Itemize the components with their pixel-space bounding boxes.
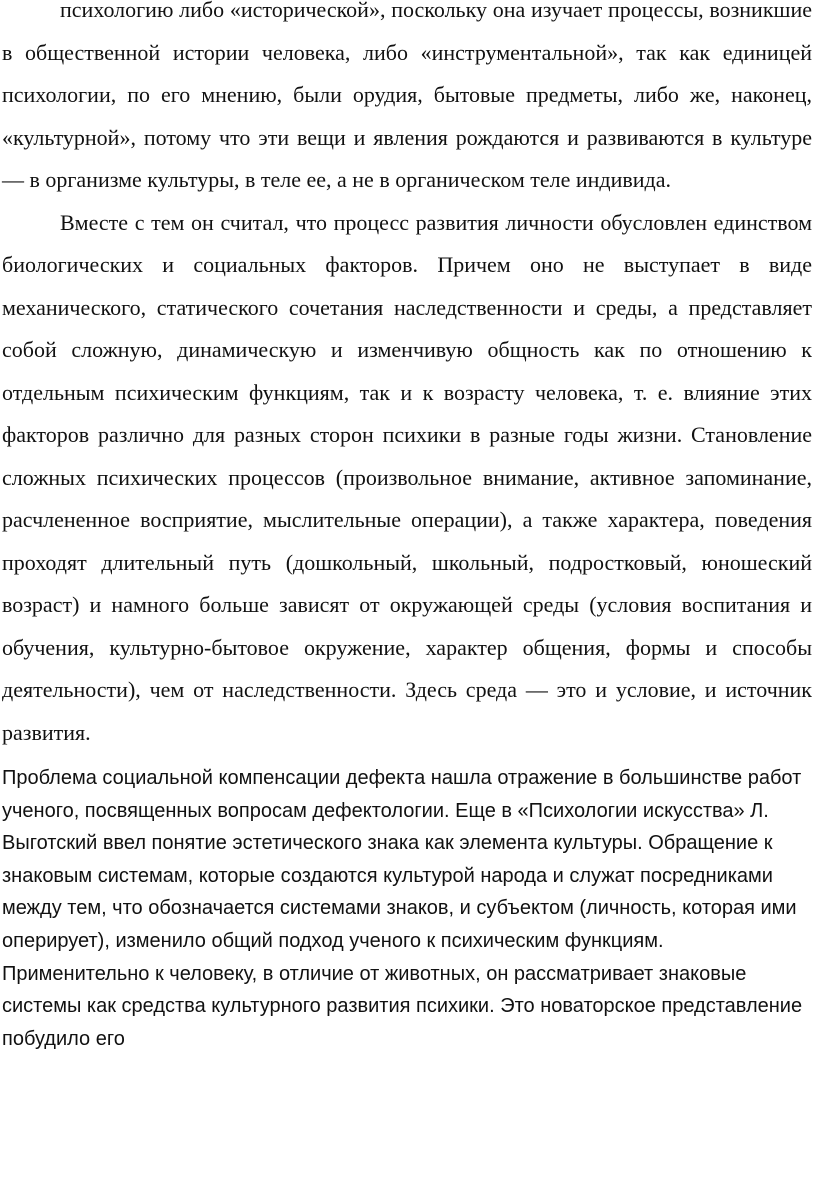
paragraph-historical-psychology: психологию либо «исторической», поскольку она изучает процессы, возникшие в общественной истории человека, либо «инструментальной», так как единицей психологии, по его мнению, были орудия, бытовые предметы, либо же, наконец, «культурной», потому что эти вещи и явления рождаются и развиваются в культуре — в организме культуры, в теле ее, а не в органическом теле индивида. (2, 0, 812, 192)
paragraph-personality-development: Вместе с тем он считал, что процесс развития личности обусловлен единством биологических и социальных факторов. Причем оно не выступает в виде механического, статического сочетания наследственности и среды, а представляет собой сложную, динамическую и изменчивую общность как по отношению к отдельным психическим функциям, так и к возрасту человека, т. е. влияние этих факторов различно для разных сторон психики в разные годы жизни. Становление сложных психических процессов (произвольное внимание, активное запоминание, расчлененное восприятие, мыслительные операции), а также характера, поведения проходят длительный путь (дошкольный, школьный, подростковый, юношеский возраст) и намного больше зависят от окружающей среды (условия воспитания и обучения, культурно-бытовое окружение, характер общения, формы и способы деятельности), чем от наследственности. Здесь среда — это и условие, и источник развития. (2, 209, 812, 745)
paragraph-social-compensation: Проблема социальной компенсации дефекта нашла отражение в большинстве работ ученого, посвященных вопросам дефектологии. Еще в «Психологии искусства» Л. Выготский ввел понятие эстетического знака как элемента культуры. Обращение к знаковым системам, которые создаются культурой народа и служат посредниками между тем, что обозначается системами знаков, и субъектом (личность, которая ими оперирует), изменило общий подход ученого к психическим функциям. Применительно к человеку, в отличие от животных, он рассматривает знаковые системы как средства культурного развития психики. Это новаторское представление побудило его (2, 767, 803, 1050)
